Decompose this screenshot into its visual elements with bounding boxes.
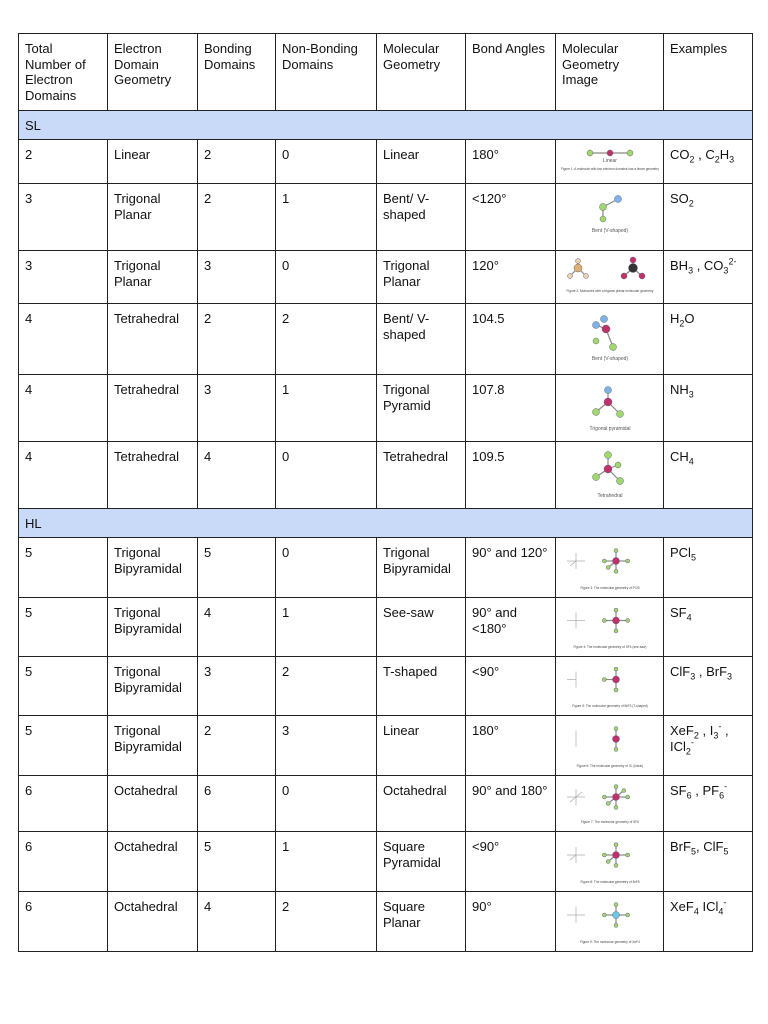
cell-total: 5 xyxy=(19,657,108,716)
molecule-image xyxy=(556,184,664,251)
header-image: Molecular Geometry Image xyxy=(556,34,664,111)
example-text: 3 xyxy=(729,154,735,165)
cell-bonding: 2 xyxy=(198,304,276,375)
cell-examples xyxy=(664,538,753,598)
header-angles: Bond Angles xyxy=(466,34,556,111)
example-text: CO xyxy=(670,147,690,162)
example-text: 2- xyxy=(728,256,737,267)
cell-edg: Trigonal Planar xyxy=(108,184,198,251)
figure-label: Tetrahedral xyxy=(597,493,623,499)
cell-total: 5 xyxy=(19,716,108,776)
example-text: 3 xyxy=(688,265,694,276)
molecule-image xyxy=(556,304,664,375)
cell-total: 6 xyxy=(19,832,108,892)
cell-total: 6 xyxy=(19,892,108,952)
table-row xyxy=(19,776,753,832)
example-text: , CO xyxy=(693,258,724,273)
figure-caption: Figure 4: The molecular geometry of SF4 (see-saw) xyxy=(573,645,647,649)
cell-geometry: Bent/ V-shaped xyxy=(377,304,466,375)
molecule-drawing xyxy=(558,541,662,593)
molecule-image xyxy=(556,832,664,892)
molecule-drawing xyxy=(558,143,662,179)
example-text: 5 xyxy=(723,846,729,857)
example-text: SF xyxy=(670,605,687,620)
molecule-image xyxy=(556,538,664,598)
cell-bonding: 3 xyxy=(198,251,276,304)
cell-angle: 109.5 xyxy=(466,442,556,509)
molecule-image xyxy=(556,716,664,776)
cell-total: 4 xyxy=(19,375,108,442)
molecule-drawing xyxy=(558,307,662,370)
example-text: NH xyxy=(670,382,689,397)
example-text: - xyxy=(690,737,694,748)
molecule-drawing xyxy=(558,445,662,504)
example-text: 3 xyxy=(723,265,729,276)
cell-nonbonding: 1 xyxy=(276,184,377,251)
example-text: 3 xyxy=(688,389,694,400)
table-row xyxy=(19,657,753,716)
example-text: 2 xyxy=(679,318,685,329)
example-text: CH xyxy=(670,449,689,464)
table-row xyxy=(19,375,753,442)
cell-bonding: 4 xyxy=(198,892,276,952)
cell-geometry: See-saw xyxy=(377,598,466,657)
figure-caption: Figure 6: The molecular geometry of I3- (linear) xyxy=(576,764,644,768)
table-row xyxy=(19,598,753,657)
example-text: , I xyxy=(698,723,714,738)
cell-total: 4 xyxy=(19,304,108,375)
cell-edg: Trigonal Planar xyxy=(108,251,198,304)
cell-bonding: 4 xyxy=(198,442,276,509)
cell-edg: Tetrahedral xyxy=(108,304,198,375)
example-text: SO xyxy=(670,191,689,206)
cell-bonding: 3 xyxy=(198,375,276,442)
example-text: - xyxy=(724,781,728,792)
figure-caption: Figure 7: The molecular geometry of SF6 xyxy=(580,820,640,824)
example-text: , ICl xyxy=(670,723,729,754)
cell-geometry: Square Planar xyxy=(377,892,466,952)
example-text: , BrF xyxy=(695,664,728,679)
cell-edg: Octahedral xyxy=(108,892,198,952)
cell-angle: 90° and <180° xyxy=(466,598,556,657)
cell-angle: <90° xyxy=(466,832,556,892)
cell-angle: 180° xyxy=(466,716,556,776)
cell-angle: <90° xyxy=(466,657,556,716)
cell-edg: Trigonal Bipyramidal xyxy=(108,538,198,598)
example-text: 3 xyxy=(713,730,719,741)
example-text: SF xyxy=(670,783,687,798)
cell-nonbonding: 0 xyxy=(276,140,377,184)
cell-nonbonding: 1 xyxy=(276,832,377,892)
example-text: 3 xyxy=(690,671,696,682)
cell-edg: Tetrahedral xyxy=(108,375,198,442)
example-text: 4 xyxy=(718,906,724,917)
cell-edg: Octahedral xyxy=(108,832,198,892)
cell-examples xyxy=(664,716,753,776)
cell-angle: 107.8 xyxy=(466,375,556,442)
cell-edg: Linear xyxy=(108,140,198,184)
cell-total: 2 xyxy=(19,140,108,184)
molecule-image xyxy=(556,657,664,716)
table-row xyxy=(19,184,753,251)
example-text: 6 xyxy=(686,790,692,801)
molecule-drawing xyxy=(558,187,662,246)
section-label: SL xyxy=(19,111,753,140)
cell-angle: 90° and 120° xyxy=(466,538,556,598)
cell-angle: 90° xyxy=(466,892,556,952)
cell-geometry: Trigonal Bipyramidal xyxy=(377,538,466,598)
cell-angle: 90° and 180° xyxy=(466,776,556,832)
figure-caption: Figure 3: The molecular geometry of PCl5 xyxy=(580,586,640,590)
table-row xyxy=(19,538,753,598)
cell-nonbonding: 2 xyxy=(276,657,377,716)
cell-angle: 180° xyxy=(466,140,556,184)
example-text: O xyxy=(684,311,695,326)
example-text: 2 xyxy=(714,154,720,165)
cell-examples xyxy=(664,251,753,304)
cell-geometry: Trigonal Pyramid xyxy=(377,375,466,442)
example-text: , ClF xyxy=(695,839,724,854)
cell-bonding: 2 xyxy=(198,716,276,776)
molecule-image xyxy=(556,442,664,509)
example-text: 4 xyxy=(693,906,699,917)
example-text: - xyxy=(723,897,727,908)
cell-examples xyxy=(664,442,753,509)
example-text: 2 xyxy=(688,198,694,209)
example-text: H xyxy=(719,147,730,162)
cell-nonbonding: 3 xyxy=(276,716,377,776)
cell-geometry: Tetrahedral xyxy=(377,442,466,509)
cell-nonbonding: 1 xyxy=(276,375,377,442)
cell-bonding: 6 xyxy=(198,776,276,832)
cell-examples xyxy=(664,892,753,952)
cell-edg: Tetrahedral xyxy=(108,442,198,509)
table-row xyxy=(19,892,753,952)
example-text: , PF xyxy=(691,783,720,798)
molecule-image xyxy=(556,776,664,832)
header-bonding: Bonding Domains xyxy=(198,34,276,111)
header-row xyxy=(19,34,753,111)
example-text: - xyxy=(718,721,722,732)
example-text: XeF xyxy=(670,899,694,914)
cell-examples xyxy=(664,657,753,716)
figure-caption: Figure 2: Molecules with a trigonal planar molecular geometry xyxy=(566,289,654,293)
table-row xyxy=(19,140,753,184)
cell-nonbonding: 2 xyxy=(276,892,377,952)
cell-geometry: Linear xyxy=(377,716,466,776)
molecule-image xyxy=(556,375,664,442)
cell-nonbonding: 0 xyxy=(276,251,377,304)
cell-bonding: 5 xyxy=(198,832,276,892)
vsepr-table xyxy=(18,33,753,952)
table-row xyxy=(19,442,753,509)
cell-total: 5 xyxy=(19,598,108,657)
molecule-drawing xyxy=(558,378,662,437)
cell-geometry: Octahedral xyxy=(377,776,466,832)
table-row xyxy=(19,716,753,776)
molecule-drawing xyxy=(558,660,662,711)
cell-nonbonding: 0 xyxy=(276,442,377,509)
molecule-drawing xyxy=(558,254,662,299)
example-text: 5 xyxy=(690,552,696,563)
figure-caption: Figure 5: The molecular geometry of BrF3 (T-shaped) xyxy=(572,704,648,708)
cell-nonbonding: 0 xyxy=(276,538,377,598)
example-text: BrF xyxy=(670,839,691,854)
example-text: , C xyxy=(694,147,715,162)
molecule-image xyxy=(556,598,664,657)
example-text: 3 xyxy=(727,671,733,682)
cell-edg: Trigonal Bipyramidal xyxy=(108,598,198,657)
figure-caption: Figure 1: A molecule with two electron domains has a linear geometry xyxy=(561,167,659,171)
molecule-drawing xyxy=(558,601,662,652)
cell-examples xyxy=(664,832,753,892)
table-row xyxy=(19,251,753,304)
cell-nonbonding: 0 xyxy=(276,776,377,832)
cell-bonding: 2 xyxy=(198,140,276,184)
molecule-drawing xyxy=(558,835,662,887)
cell-geometry: T-shaped xyxy=(377,657,466,716)
example-text: ICl xyxy=(698,899,719,914)
cell-edg: Trigonal Bipyramidal xyxy=(108,716,198,776)
cell-angle: 104.5 xyxy=(466,304,556,375)
molecule-drawing xyxy=(558,895,662,947)
header-geometry: Molecular Geometry xyxy=(377,34,466,111)
cell-geometry: Square Pyramidal xyxy=(377,832,466,892)
cell-bonding: 2 xyxy=(198,184,276,251)
section-row-sl xyxy=(19,111,753,140)
example-text: XeF xyxy=(670,723,694,738)
figure-caption: Figure 8: The molecular geometry of BrF5 xyxy=(580,880,640,884)
cell-edg: Trigonal Bipyramidal xyxy=(108,657,198,716)
figure-caption: Figure 9: The molecular geometry of XeF4 xyxy=(580,940,640,944)
cell-geometry: Trigonal Planar xyxy=(377,251,466,304)
cell-examples xyxy=(664,184,753,251)
section-label: HL xyxy=(19,509,753,538)
cell-bonding: 3 xyxy=(198,657,276,716)
cell-total: 5 xyxy=(19,538,108,598)
cell-bonding: 5 xyxy=(198,538,276,598)
cell-bonding: 4 xyxy=(198,598,276,657)
cell-edg: Octahedral xyxy=(108,776,198,832)
table-row xyxy=(19,304,753,375)
example-text: 2 xyxy=(693,730,699,741)
cell-examples xyxy=(664,304,753,375)
section-row-hl xyxy=(19,509,753,538)
header-total: Total Number of Electron Domains xyxy=(19,34,108,111)
example-text: 5 xyxy=(690,846,696,857)
cell-nonbonding: 2 xyxy=(276,304,377,375)
molecule-image xyxy=(556,251,664,304)
example-text: 2 xyxy=(685,746,691,757)
example-text: H xyxy=(670,311,680,326)
header-nonbonding: Non-Bonding Domains xyxy=(276,34,377,111)
molecule-drawing xyxy=(558,719,662,771)
figure-label: Linear xyxy=(603,158,617,164)
cell-examples xyxy=(664,598,753,657)
example-text: ClF xyxy=(670,664,691,679)
cell-geometry: Bent/ V-shaped xyxy=(377,184,466,251)
molecule-image xyxy=(556,140,664,184)
example-text: 6 xyxy=(719,790,725,801)
cell-total: 3 xyxy=(19,251,108,304)
cell-total: 6 xyxy=(19,776,108,832)
example-text: 4 xyxy=(688,456,694,467)
cell-angle: <120° xyxy=(466,184,556,251)
cell-angle: 120° xyxy=(466,251,556,304)
header-examples: Examples xyxy=(664,34,753,111)
cell-total: 4 xyxy=(19,442,108,509)
figure-label: Trigonal pyramidal xyxy=(589,426,631,432)
cell-geometry: Linear xyxy=(377,140,466,184)
cell-nonbonding: 1 xyxy=(276,598,377,657)
molecule-image xyxy=(556,892,664,952)
cell-total: 3 xyxy=(19,184,108,251)
table-row xyxy=(19,832,753,892)
cell-examples xyxy=(664,776,753,832)
example-text: PCl xyxy=(670,545,691,560)
figure-label: Bent (V-shaped) xyxy=(591,356,629,362)
example-text: 4 xyxy=(686,612,692,623)
example-text: BH xyxy=(670,258,689,273)
header-edg: Electron Domain Geometry xyxy=(108,34,198,111)
figure-label: Bent (V-shaped) xyxy=(591,228,629,234)
example-text: 2 xyxy=(689,154,695,165)
molecule-drawing xyxy=(558,779,662,827)
cell-examples xyxy=(664,140,753,184)
cell-examples xyxy=(664,375,753,442)
